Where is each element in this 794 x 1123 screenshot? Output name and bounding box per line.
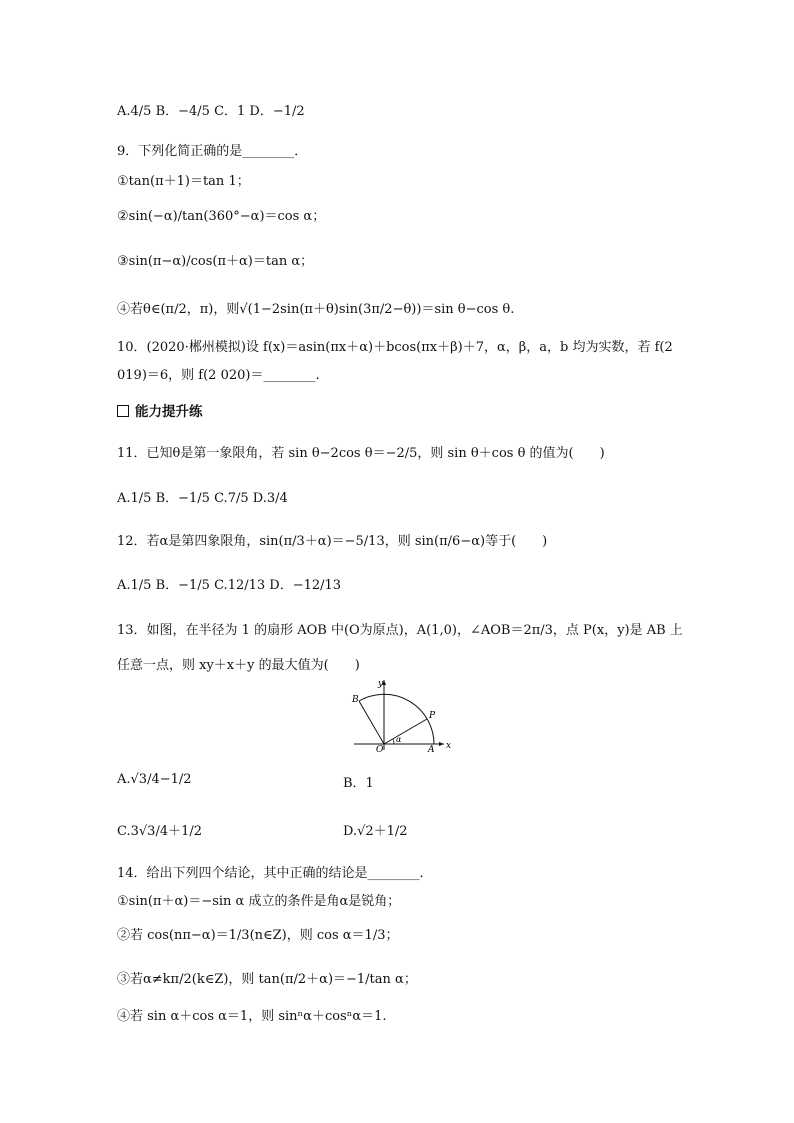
q9-item-1: ①tan(π＋1)＝tan 1； [117,174,250,189]
q13-option-c: C.3√3/4＋1/2 [117,824,203,839]
q9-item-3: ③sin(π−α)/cos(π＋α)＝tan α； [117,254,314,269]
label-x: x [446,741,452,751]
angle-arc [393,739,394,744]
x-axis-arrow-icon [439,742,444,746]
label-p: P [429,711,436,721]
radius-ob [359,701,384,744]
q12-options: A.1/5 B．−1/5 C.12/13 D．−12/13 [117,578,342,593]
checkbox-icon [117,405,129,417]
q14-stem: 14．给出下列四个结论，其中正确的结论是________． [117,866,433,881]
q9-item-2: ②sin(−α)/tan(360°−α)＝cos α； [117,209,326,224]
q11-options: A.1/5 B．−1/5 C.7/5 D.3/4 [117,491,288,506]
label-y: y [378,679,384,689]
q12-stem: 12．若α是第四象限角，sin(π/3＋α)＝−5/13，则 sin(π/6−α)等于( ) [117,534,548,549]
section-title: 能力提升练 [135,404,203,420]
sector-figure [348,676,458,756]
q13-option-a: A.√3/4−1/2 [117,772,192,787]
q14-item-4: ④若 sin α＋cos α＝1，则 sinⁿα＋cosⁿα＝1. [117,1009,387,1024]
label-alpha: α [396,735,402,744]
label-b: B [352,695,359,705]
q13-stem-line-2: 任意一点，则 xy＋x＋y 的最大值为( ) [117,658,360,673]
section-heading [117,400,203,420]
q8-options: A.4/5 B．−4/5 C．1 D．−1/2 [117,104,305,119]
q9-item-4: ④若θ∈(π/2，π)，则√(1−2sin(π＋θ)sin(3π/2−θ))＝sin θ−cos θ. [117,302,515,317]
q14-item-1: ①sin(π＋α)＝−sin α 成立的条件是角α是锐角； [117,894,401,909]
q13-option-b: B．1 [343,776,374,791]
q13-option-d: D.√2＋1/2 [343,824,408,839]
label-a: A [428,745,435,755]
q11-stem: 11．已知θ是第一象限角，若 sin θ−2cos θ＝−2/5，则 sin θ＋cos θ 的值为( ) [117,446,605,461]
q10-stem-line-1: 10．(2020·郴州模拟)设 f(x)＝asin(πx＋α)＋bcos(πx＋β)＋7，α，β，a，b 均为实数，若 f(2 [117,340,673,355]
q9-stem: 9．下列化简正确的是________． [117,144,308,159]
q14-item-2: ②若 cos(nπ−α)＝1/3(n∈Z)，则 cos α＝1/3； [117,928,399,943]
q13-stem-line-1: 13．如图，在半径为 1 的扇形 AOB 中(O为原点)，A(1,0)，∠AOB＝2π/3，点 P(x，y)是 AB 上 [117,623,683,638]
q10-stem-line-2: 019)＝6，则 f(2 020)＝________. [117,368,320,383]
q14-item-3: ③若α≠kπ/2(k∈Z)，则 tan(π/2＋α)＝−1/tan α； [117,972,417,987]
radius-op [384,719,427,744]
label-o: O [376,745,384,755]
